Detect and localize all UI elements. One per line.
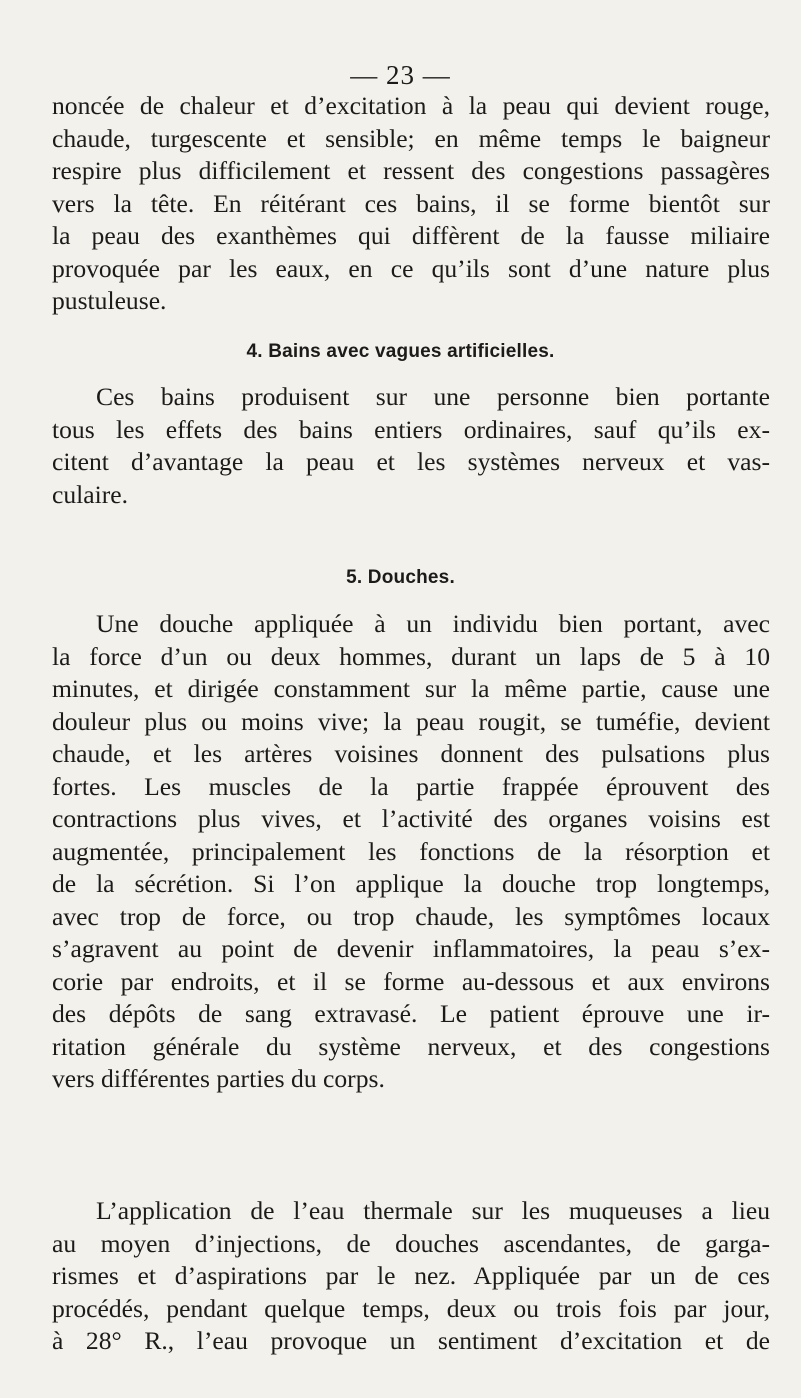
text-line: respire plus difficilement et ressent des congestions passagères <box>52 156 770 185</box>
text-line: chaude, turgescente et sensible; en même temps le baigneur <box>52 123 770 153</box>
text-line: Une douche appliquée à un individu bien portant, avec <box>96 609 770 638</box>
text-line: vers la tête. En réitérant ces bains, il se forme bientôt sur <box>52 188 770 218</box>
text-line: minutes, et dirigée constamment sur la même partie, cause une <box>52 674 770 703</box>
section-5-paragraph-b <box>52 1195 770 1358</box>
page-number: — 23 — <box>350 60 451 90</box>
text-line: Ces bains produisent sur une personne bien portante <box>96 382 770 411</box>
text-line: noncée de chaleur et d’excitation à la peau qui devient rouge, <box>52 91 770 120</box>
text-line: avec trop de force, ou trop chaude, les symptômes locaux <box>52 901 770 931</box>
text-line: culaire. <box>52 479 129 509</box>
text-line: la peau des exanthèmes qui diffèrent de la fausse miliaire <box>52 221 770 250</box>
text-line: fortes. Les muscles de la partie frappée éprouvent des <box>52 771 770 801</box>
section-heading-4: 4. Bains avec vagues artificielles. <box>246 341 555 362</box>
text-line: au moyen d’injections, de douches ascendantes, de garga- <box>52 1228 770 1258</box>
text-line: de la sécrétion. Si l’on applique la douche trop longtemps, <box>52 869 770 898</box>
text-line: des dépôts de sang extravasé. Le patient éprouve une ir- <box>52 999 770 1028</box>
section-4-paragraph <box>52 381 770 511</box>
section-5-paragraph-a <box>52 608 770 1096</box>
text-line: pustuleuse. <box>52 286 167 315</box>
paragraph-continuation <box>52 90 770 318</box>
text-line: ritation générale du système nerveux, et des congestions <box>52 1031 770 1061</box>
text-line: augmentée, principalement les fonctions de la résorption et <box>52 836 770 866</box>
text-line: provoquée par les eaux, en ce qu’ils sont d’une nature plus <box>52 253 770 283</box>
text-line: la force d’un ou deux hommes, durant un laps de 5 à 10 <box>52 641 770 671</box>
text-line: douleur plus ou moins vive; la peau rougit, se tuméfie, devient <box>52 706 770 736</box>
text-line: vers différentes parties du corps. <box>52 1064 385 1093</box>
text-line: chaude, et les artères voisines donnent des pulsations plus <box>52 739 770 768</box>
text-line: procédés, pendant quelque temps, deux ou trois fois par jour, <box>52 1293 770 1323</box>
text-line: tous les effets des bains entiers ordinaires, sauf qu’ils ex- <box>52 414 770 444</box>
text-line: à 28° R., l’eau provoque un sentiment d’excitation et de <box>52 1326 770 1355</box>
text-line: s’agravent au point de devenir inflammatoires, la peau s’ex- <box>52 934 770 963</box>
section-heading-5: 5. Douches. <box>346 567 455 588</box>
text-line: L’application de l’eau thermale sur les muqueuses a lieu <box>96 1196 770 1225</box>
text-line: rismes et d’aspirations par le nez. Appliquée par un de ces <box>52 1261 770 1290</box>
text-line: corie par endroits, et il se forme au-dessous et aux environs <box>52 966 770 996</box>
text-line: contractions plus vives, et l’activité des organes voisins est <box>52 804 770 833</box>
text-line: citent d’avantage la peau et les systèmes nerveux et vas- <box>52 447 770 476</box>
